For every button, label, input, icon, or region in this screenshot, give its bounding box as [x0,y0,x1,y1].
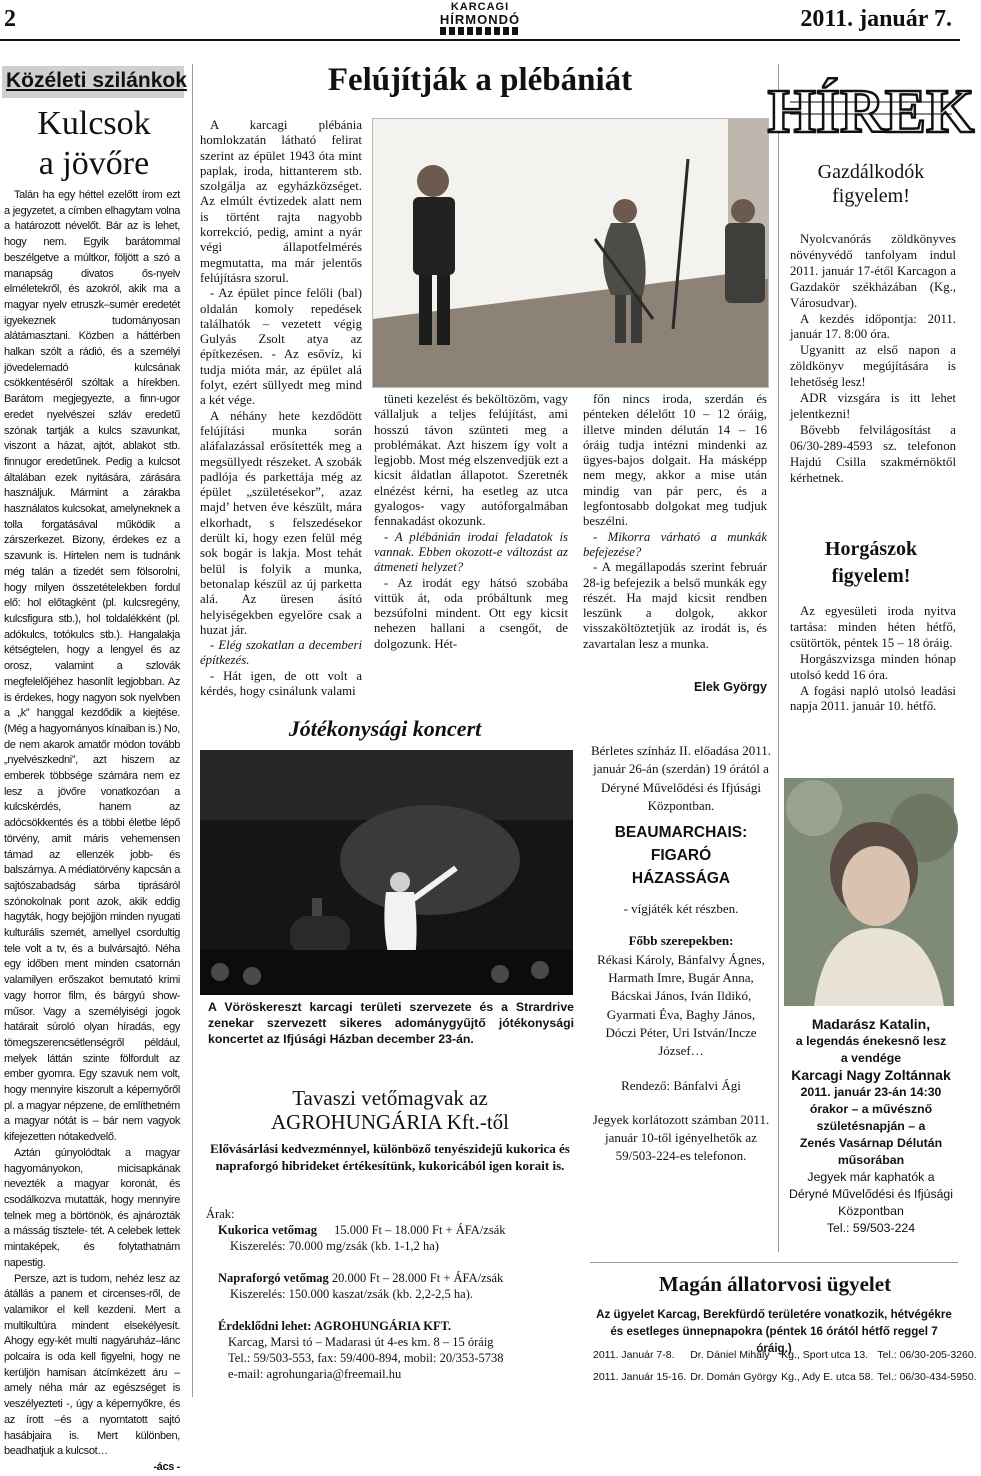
masthead-logo [420,2,540,35]
vet-address: Kg., Sport utca 13. [781,1349,869,1361]
column-headline-line1: Kulcsok [37,105,151,142]
theatre-title-line3: HÁZASSÁGA [631,870,731,888]
article-question: - A plébánián irodai feladatok is vannak. Ebben okozott-e változást az átmeneti helyzet? [374,529,568,575]
column-headline [8,104,180,184]
masthead-wave-ornament [440,27,520,35]
table-row [593,1366,981,1388]
hirek-logo [767,72,975,146]
article-paragraph: - Hát igen, de ott volt a kérdés, hogy csinálunk valami [200,668,362,698]
column-headline-line2: a jövőre [38,145,150,182]
ad-napraforgo-name: Napraforgó vetőmag [218,1271,329,1285]
gazd-paragraph: Bővebb felvilágosítást a 06/30-289-4593 sz. telefonon Hajdú Csilla szakmérnöktől kérhetnek. [790,422,956,485]
article-paragraph: - Az irodát egy hátsó szobába vittük át, oda próbáltunk meg bezsúfolni mindent. Ott egy kicsit nehezen hallani a csengőt, de dolgozunk. Hét- [374,575,568,651]
table-row [593,1344,981,1366]
gazd-headline [786,160,956,208]
madarasz-line3: a vendége [840,1051,902,1065]
ad-email: e-mail: agrohungaria@freemail.hu [228,1367,402,1381]
column-signature: -ács - [153,1460,180,1473]
theatre-director: Rendező: Bánfalvi Ági [621,1077,741,1093]
concert-photo [200,750,573,995]
concert-caption: A Vöröskereszt karcagi területi szervezete és a Strardrive zenekar szervezett sikeres adománygyűjtő jótékonysági koncertet az Ifjúsági Házban december 23-án. [208,1000,574,1046]
article-paragraph: A karcagi plébánia homlokzatán látható felirat szerint az épület 1943 óta mint paplak, iroda, hittanterem stb. szolgálja az egyházközséget. Az elmúlt évtizedek alatt nem is történt rajta nagyobb korrekció, pedig, amint a nyár végi állapotfelmérés megmutatta, ma már jelentős felújításra szorul. [200,118,362,285]
theatre-genre: - vígjáték két részben. [623,901,739,917]
horg-headline-line1: Horgászok [824,538,918,560]
theatre-intro: Bérletes színház II. előadása 2011. január 26-án (szerdán) 19 órától a Déryné Művelődési és Ifjúsági Központban. [590,743,771,813]
article-column-1 [200,118,362,699]
ad-address: Karcag, Marsi tó – Madarasi út 4-es km. 8 – 15 óráig [228,1335,494,1349]
vet-subtitle: Az ügyelet Karcag, Berekfürdő területére vonatkozik, hétvégékre és esetleges ünnepnapokra (péntek 16 órától hétfő reggel 7 óráig.) [596,1308,952,1355]
ad-headline-line1: Tavaszi vetőmagvak az [292,1086,488,1110]
madarasz-event: Zenés Vasárnap Délután [799,1136,943,1150]
ad-kukorica-price: 15.000 Ft – 18.000 Ft + ÁFA/zsák [334,1223,506,1237]
concert-headline: Jótékonysági koncert [288,716,482,741]
article-headline: Felújítják a plébániát [327,62,633,98]
ad-napraforgo-pack: Kiszerelés: 150.000 kaszat/zsák (kb. 2,2-2,5 ha). [230,1287,473,1301]
vet-phone: Tel.: 06/30-205-3260. [877,1349,977,1361]
madarasz-portrait [784,778,954,1006]
theatre-announcement [590,742,772,1166]
column-paragraph: Talán ha egy héttel ezelőtt írom ezt a jegyzetet, a címben elhagytam volna a határozott névelőt. Bár az is lehet, hogy nem. Egyik barátommal beszélgetve a múltkor, följött a szó a manapság divatos ős-nyelv elméletekről, és azokról, akik ma a magyar nyelv etruszk–sumér eredetét igyekeznek tudományosan alátámasztani. Közben a háttérben halkan szólt a rádió, és a személyi jövedelemadó kulcsának csökkentéséről szóltak a hírekben. Barátom megjegyezte, a finn-ugor eredet nyelvészei szláv eredetű szónak tartják a kulcs szavunkat, viszont a házat, ajtót, ablakot stb. finnugor eredetűnek. Pedig a kulcsot általában ezek nyitására, zárására használjuk. Mármint a zárakba használatos kulcsokat, amelyneknek a tolla forgatásával működik a zárszerkezet. Bizony, érdekes ez a szavunk is. Hirtelen nem is tudnánk még talán a tizedét sem fölsorolni, hogy milyen összetételekben fordul elő: hol előtagként (pl. kulcsregény, kulcsfigura stb.), hol toldalékként (pl. adókulcs, totókulcs stb.). Hangalakja kétségtelen, hogy a lengyel és az orosz, valamint a szlovák megfelelőjéhez hasonlít legjobban. Az is érdekes, hogy nagyon sok nyelvben a „k” hanggal kezdődik a kiejtése. (Még a hagyományos kínaiban is.) No, de nem akarok amatőr módon tovább „nyelvészkedni”, azt hiszem az emberek többsége számára nem ez lesz a jövőre vonatkozóan a kulcskérdés, hanem az adócsökkentés és a többi életbe lépő törvény, amit máris vehemensen támad az ellenzék jobb- és balszárnya. A médiatörvény kapcsán a sajtószabadság sárba tiprásáról szónokolnak pont azok, akik eddig hagyták, hogy bejöjjön minden nyugati kulturális szemét, amellyel csordultig tele volt a tv, és a bulvársajtó. Néha egy időben ment minden csatornán valamilyen erőszakot bemutató krimi vagy horror film, és bárgyú show-műsor. Vagy a személyiségi jogok határait súroló olyan híradás, egy tömegszerencsétlenségről például, melyek láttán szinte fölfordult az ember gyomra. Egy szavuk nem volt, hogy mennyire kiszorult a képernyőről pl. a magyar népzene, de említhetném a magyar nótát is – bár nem vagyok kifejezetten nótakedvelő. [4,189,180,1144]
vet-doctor: Dr. Domán György [690,1371,778,1383]
vet-date: 2011. Január 15-16. [593,1371,687,1383]
column-paragraph: Aztán gúnyolódtak a magyar hagyományokon, micisapkának nevezték a magyar koronát, és csodálkozva mutatták, hogy mennyire telnek meg a börtönök, és ajnározták a másság tisztele- tét. A celebek lettek mintaképek, és folytathatnám napestig. [4,1146,180,1269]
issue-date: 2011. január 7. [800,6,952,32]
gazd-paragraph: A kezdés időpontja: 2011. január 17. 8:00 óra. [790,311,956,342]
gazd-paragraph: Nyolcvanórás zöldkönyves növényvédő tanfolyam indul 2011. január 17-étől Karcagon a Gazdakör székházában (Kg., Városudvar). [790,232,956,310]
madarasz-host: Karcagi Nagy Zoltánnak [791,1067,951,1083]
horg-paragraph: A fogási napló utolsó leadási napja 2011. január 10. hétfő. [790,683,956,714]
horg-headline [786,536,956,590]
horg-paragraph: Horgászvizsga minden hónap utolsó kedd 16 óra. [790,651,956,682]
madarasz-tel: Tel.: 59/503-224 [826,1221,916,1235]
article-paragraph: főn nincs iroda, szerdán és pénteken délelőtt 10 – 12 óráig, illetve minden délután 14 – 16 óráig tudja intézni mindenki az ügyes-bajos dolgait. Ha másképp nem megy, akkor a mise után mindig van pár perc, és a legfontosabb dolgokat meg tudjuk beszélni. [583,392,767,529]
vet-schedule-table [593,1344,981,1388]
article-author: Elek György [694,680,767,694]
masthead-line1: KARCAGI [450,1,510,13]
ad-contact-label: Érdeklődni lehet: AGROHUNGÁRIA KFT. [218,1319,452,1333]
workers-photo [372,118,769,388]
article-column-2 [374,392,568,652]
ad-kukorica-name: Kukorica vetőmag [218,1223,317,1237]
section-title: Közéleti szilánkok [6,69,187,92]
article-paragraph: tüneti kezelést és beköltözöm, vagy vállaljuk a teljes felújítást, ami hosszú távon szünteti meg a problémákat. Azt hiszem így volt a legjobb. Most még elszenvedjük ezt a kicsit áldatlan állapotot. Szeretnék elnézést kérni, ha esetleg az utca gyalogos- vagy autóforgalmában fennakadást okozunk. [374,392,568,529]
article-paragraph: - A megállapodás szerint február 28-ig befejezik a belső munkák egy részét. Ha majd kicsit rendben leszünk a dolgok, akkor visszaköltöztetjük az irodát is, és zavartalan lesz a munka. [583,560,767,651]
ad-prices-label: Árak: [206,1207,235,1221]
theatre-title [590,821,772,890]
theatre-cast-label: Főbb szerepekben: [628,933,734,949]
ad-prices [206,1206,586,1382]
madarasz-event2: műsorában [837,1153,905,1167]
gazd-headline-line2: figyelem! [832,185,910,207]
theatre-title-line1: BEAUMARCHAIS: [614,824,748,842]
article-column-3 [583,392,767,652]
ad-napraforgo-price: 20.000 Ft – 28.000 Ft + ÁFA/zsák [331,1271,504,1285]
vet-headline: Magán állatorvosi ügyelet [658,1272,892,1296]
vet-divider [590,1262,958,1263]
ad-kukorica-pack: Kiszerelés: 70.000 mg/zsák (kb. 1-1,2 ha) [230,1239,439,1253]
madarasz-when2: órakor – a művésznő [809,1102,933,1116]
column-divider [192,64,193,1397]
header-rule [0,39,960,41]
column-body [4,188,180,1476]
vet-doctor: Dr. Dániel Mihály [690,1349,770,1361]
horg-headline-line2: figyelem! [831,565,911,587]
article-question: - Elég szokatlan a decemberi építkezés. [200,638,362,668]
madarasz-occasion: születésnapján – a [816,1119,926,1133]
madarasz-line2: a legendás énekesnő lesz [795,1034,947,1048]
theatre-title-line2: FIGARÓ [650,847,712,865]
madarasz-announcement [786,1016,956,1237]
ad-phones: Tel.: 59/503-553, fax: 59/400-894, mobil: 20/353-5738 [228,1351,504,1365]
horg-body [790,604,956,715]
gazd-headline-line1: Gazdálkodók [817,161,925,183]
article-paragraph: A néhány hete kezdődött felújítási munka során aláfalazással erősítették meg a megsüllyedt részeket. A szobák padlója és parkettája még az épület „születésekor”, azaz majd’ hetven éve készült, mára elkorhadt, s felszedésekor derült ki, hogy ezen felül még sok bogár is lakja. Most tehát belül is folyik a munka, betonalap készül az új parketta alá. Az üresen ásító helyiségekben egyelőre csak a huzat jár. [200,408,362,637]
madarasz-name: Madarász Katalin, [811,1016,931,1032]
article-paragraph: - Az épület pince felőli (bal) oldalán komoly repedések találhatók – vezetett végig Gulyás Zsolt atya az építkezésen. - Az esővíz, ki tudja mióta már, az épület alá folyt, ezért süllyedt meg mind a két vége. [200,286,362,408]
ad-headline [200,1086,580,1134]
vet-date: 2011. Január 7-8. [593,1349,675,1361]
gazd-paragraph: ADR vizsgára is itt lehet jelentkezni! [790,391,956,421]
article-question: - Mikorra várható a munkák befejezése? [583,529,767,559]
vet-phone: Tel.: 06/30-434-5950. [877,1371,977,1383]
page-number: 2 [4,6,16,32]
gazd-body [790,232,956,487]
right-column-divider [778,64,779,1252]
theatre-cast: Rékasi Károly, Bánfalvy Ágnes, Harmath Imre, Bugár Anna, Bácskai János, Iván Ildikó, Gyarmati Éva, Baghy János, Dóczi Péter, Uri István/Incze József… [597,951,765,1059]
horg-paragraph: Az egyesületi iroda nyitva tartása: minden héten hétfő, csütörtök, péntek 15 – 18 óráig. [790,604,956,650]
ad-headline-line2: AGROHUNGÁRIA Kft.-től [271,1110,509,1134]
madarasz-tickets: Jegyek már kaphatók a Déryné Művelődési és Ifjúsági Központban [788,1170,954,1218]
vet-address: Kg., Ady E. utca 58. [781,1371,874,1383]
hirek-logo-text: HÍREK [767,78,975,146]
column-paragraph: Persze, azt is tudom, nehéz lesz az átállás a panem et circenses-ről, de valamikor el kell kezdeni. Mert a multikultúra mindent elsekélyesít. Ahogy egy-két multi nagyáruház–lánc polcaira is oda kell figyelni, hogy ne kerüljön hamisan átcímkézett áru – amely néha már az egészséget is veszélyezteti -, úgy a képernyőkre, és az írott –és a nyomtatott sajtó hasábjaira is. Mert különben, beadhatjuk a kulcsot… [4,1272,180,1458]
ad-subtitle: Elővásárlási kedvezménnyel, különböző tenyészidejű kukorica és napraforgó hibrideket értékesítünk, kukoricából igen korait is. [210,1141,570,1173]
masthead-line2: HÍRMONDÓ [439,12,521,27]
theatre-tickets: Jegyek korlátozott számban 2011. január 10-től igényelhetők az 59/503-224-es telefonon. [592,1111,770,1164]
madarasz-when: 2011. január 23-án 14:30 [800,1085,942,1099]
gazd-paragraph: Ugyanitt az első napon a zöldkönyv megújítására is lehetőség lesz! [790,343,956,390]
